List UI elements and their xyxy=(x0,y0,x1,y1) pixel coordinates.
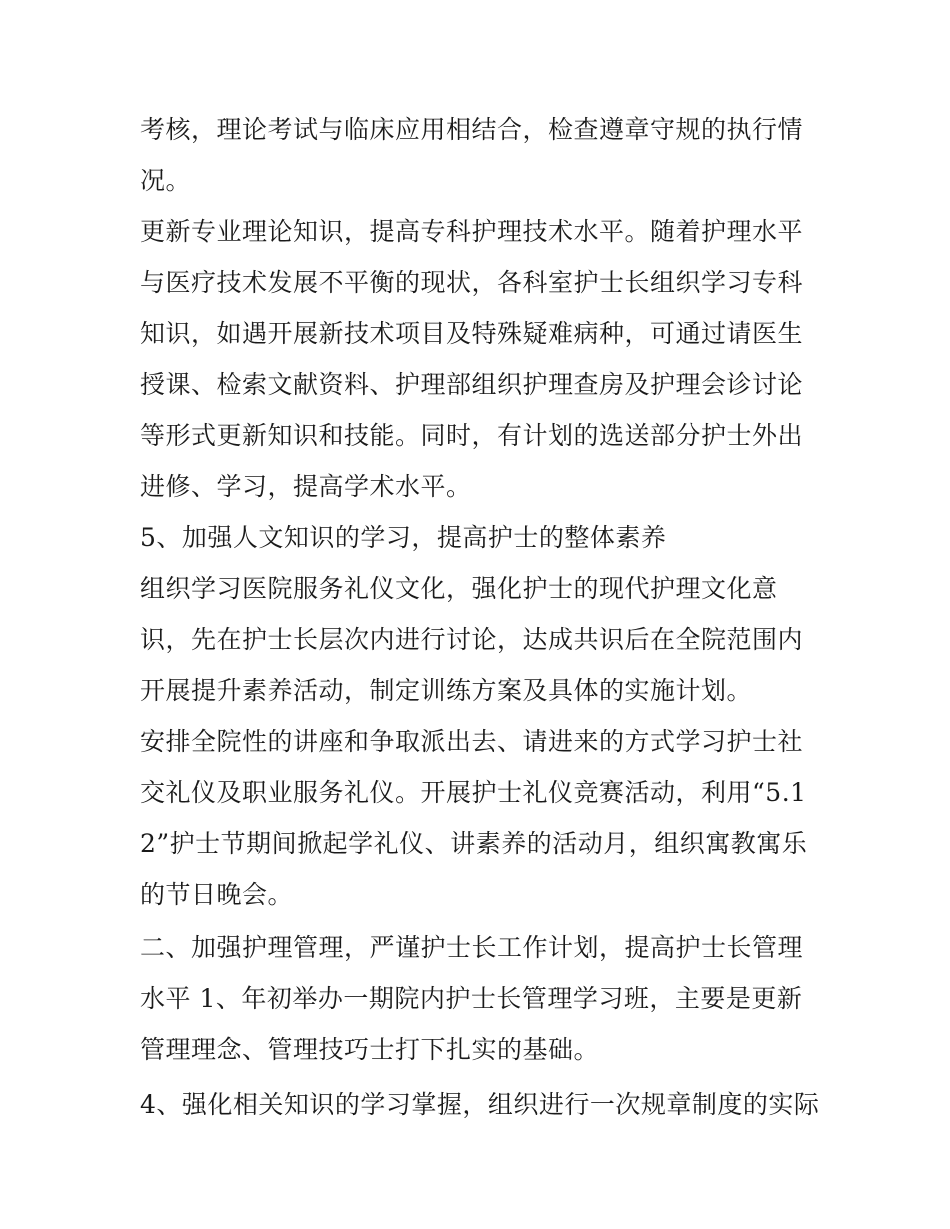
paragraph-etiquette-activities: 安排全院性的讲座和争取派出去、请进来的方式学习护士社交礼仪及职业服务礼仪。开展护士礼仪竞赛活动，利用“5.12”护士节期间掀起学礼仪、讲素养的活动月，组织寓教寓乐的节日晚会。 xyxy=(140,727,808,909)
paragraph-etiquette-culture: 组织学习医院服务礼仪文化，强化护士的现代护理文化意识，先在护士长层次内进行讨论，达成共识后在全院范围内开展提升素养活动，制定训练方案及具体的实施计划。 xyxy=(140,574,804,705)
paragraph-assessment: 考核，理论考试与临床应用相结合，检查遵章守规的执行情况。 xyxy=(140,115,804,195)
document-body xyxy=(140,104,820,1130)
paragraph-item-4: 4、强化相关知识的学习掌握，组织进行一次规章制度的实际 xyxy=(140,1090,820,1119)
paragraph-section-5-heading: 5、加强人文知识的学习，提高护士的整体素养 xyxy=(140,523,667,552)
paragraph-update-knowledge: 更新专业理论知识，提高专科护理技术水平。随着护理水平与医疗技术发展不平衡的现状，各科室护士长组织学习专科知识，如遇开展新技术项目及特殊疑难病种，可通过请医生授课、检索文献资料、护理部组织护理查房及护理会诊讨论等形式更新知识和技能。同时，有计划的选送部分护士外出进修、学习，提高学术水平。 xyxy=(140,217,804,501)
paragraph-section-2-management: 二、加强护理管理，严谨护士长工作计划，提高护士长管理水平 1、年初举办一期院内护士长管理学习班，主要是更新管理理念、管理技巧士打下扎实的基础。 xyxy=(140,933,804,1064)
